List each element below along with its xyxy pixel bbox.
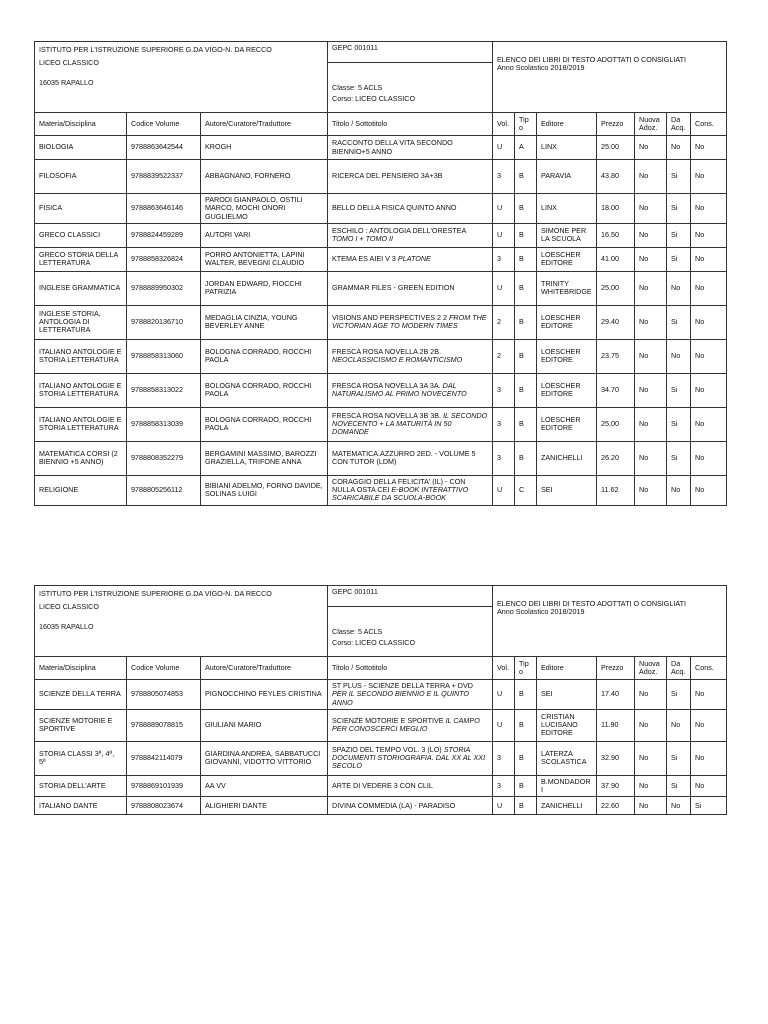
column-header: Codice Volume [127, 113, 201, 136]
title-text: ESCHILO : ANTOLOGIA DELL'ORESTEA [332, 226, 466, 236]
class-label: Classe: 5 ACLS [332, 83, 383, 92]
volume-cell: U [493, 271, 515, 305]
subtitle-text: FROM THE VICTORIAN AGE TO MODERN TIMES [332, 313, 487, 331]
table-row [35, 407, 727, 441]
publisher-cell: LOESCHER EDITORE [537, 339, 597, 373]
header-section [35, 42, 727, 113]
author-cell: PORRO ANTONIETTA, LAPINI WALTER, BEVEGNI CLAUDIO [201, 247, 328, 271]
to-buy-cell: Si [667, 247, 691, 271]
type-cell: B [515, 441, 537, 475]
price-cell: 29.40 [597, 305, 635, 339]
code-cell: 9788805256112 [127, 475, 201, 505]
title-cell [328, 194, 493, 224]
author-cell: PARODI GIANPAOLO, OSTILI MARCO, MOCHI ONORI GUGLIELMO [201, 194, 328, 224]
column-header: Nuova Adoz. [635, 113, 667, 136]
table-row [35, 709, 727, 741]
new-adoption-cell: No [635, 407, 667, 441]
publisher-cell: PARAVIA [537, 160, 597, 194]
publisher-cell: LOESCHER EDITORE [537, 305, 597, 339]
price-cell: 34.70 [597, 373, 635, 407]
type-cell: B [515, 709, 537, 741]
school-code: GEPC 001011 [328, 586, 493, 607]
recommended-cell: No [691, 475, 727, 505]
new-adoption-cell: No [635, 136, 667, 160]
title-text: ST PLUS - SCIENZE DELLA TERRA + DVD [332, 681, 473, 690]
title-text: FRESCA ROSA NOVELLA 3A 3A. [332, 381, 441, 391]
publisher-cell: CRISTIAN LUCISANO EDITORE [537, 709, 597, 741]
title-text: ARTE DI VEDERE 3 CON CLIL [332, 780, 433, 790]
school-city: 16035 RAPALLO [39, 622, 94, 632]
column-header: Autore/Curatore/Traduttore [201, 657, 328, 680]
column-header: Titolo / Sottotitolo [328, 657, 493, 680]
title-cell [328, 160, 493, 194]
column-header: Codice Volume [127, 657, 201, 680]
price-cell: 25.00 [597, 407, 635, 441]
school-year: Anno Scolastico 2018/2019 [497, 63, 585, 73]
publisher-cell: LINX [537, 194, 597, 224]
table-row [35, 775, 727, 797]
title-cell [328, 797, 493, 815]
code-cell: 9788808023674 [127, 797, 201, 815]
type-cell: B [515, 160, 537, 194]
subject-cell: STORIA CLASSI 3ª, 4ª, 5ª [35, 741, 127, 775]
volume-cell: 3 [493, 247, 515, 271]
table-row [35, 797, 727, 815]
subject-cell: INGLESE GRAMMATICA [35, 271, 127, 305]
table-row [35, 339, 727, 373]
title-text: MATEMATICA.AZZURRO 2ED. - VOLUME 5 CON TUTOR (LDM) [332, 449, 476, 467]
column-header: Materia/Disciplina [35, 657, 127, 680]
table-row [35, 373, 727, 407]
subject-cell: MATEMATICA CORSI (2 BIENNIO +5 ANNO) [35, 441, 127, 475]
recommended-cell: No [691, 136, 727, 160]
recommended-cell: No [691, 271, 727, 305]
column-header: Prezzo [597, 657, 635, 680]
table-row [35, 136, 727, 160]
table-row [35, 475, 727, 505]
course-label: Corso: LICEO CLASSICO [332, 93, 416, 103]
to-buy-cell: Si [667, 441, 691, 475]
subtitle-text: STORIA DOCUMENTI STORIOGRAFIA. DAL XX AL XXI SECOLO [332, 744, 486, 771]
author-cell: JORDAN EDWARD, FIOCCHI PATRIZIA [201, 271, 328, 305]
publisher-cell: LOESCHER EDITORE [537, 247, 597, 271]
price-cell: 43.80 [597, 160, 635, 194]
code-cell: 9788839522337 [127, 160, 201, 194]
code-cell: 9788858313060 [127, 339, 201, 373]
title-text: FRESCA ROSA NOVELLA 3B 3B. [332, 410, 442, 420]
column-header: Editore [537, 657, 597, 680]
title-cell [328, 223, 493, 247]
column-header: Autore/Curatore/Traduttore [201, 113, 328, 136]
school-city: 16035 RAPALLO [39, 78, 94, 88]
new-adoption-cell: No [635, 741, 667, 775]
table-row [35, 223, 727, 247]
new-adoption-cell: No [635, 194, 667, 224]
new-adoption-cell: No [635, 797, 667, 815]
publisher-cell: SEI [537, 475, 597, 505]
author-cell: BERGAMINI MASSIMO, BAROZZI GRAZIELLA, TRIFONE ANNA [201, 441, 328, 475]
volume-cell: 3 [493, 775, 515, 797]
code-cell: 9788863646146 [127, 194, 201, 224]
booklist-table-1 [34, 41, 727, 506]
title-text: SCIENZE MOTORIE E SPORTIVE [332, 716, 444, 726]
title-cell [328, 271, 493, 305]
list-info [493, 586, 727, 657]
recommended-cell: No [691, 305, 727, 339]
publisher-cell: SEI [537, 680, 597, 710]
column-header: Tipo [515, 113, 537, 136]
code-cell: 9788889950302 [127, 271, 201, 305]
to-buy-cell: Si [667, 775, 691, 797]
recommended-cell: No [691, 775, 727, 797]
code-cell: 9788863642544 [127, 136, 201, 160]
list-info [493, 42, 727, 113]
code-cell: 9788858313039 [127, 407, 201, 441]
to-buy-cell: Si [667, 223, 691, 247]
title-cell [328, 373, 493, 407]
type-cell: A [515, 136, 537, 160]
school-info [35, 586, 328, 657]
subtitle-text: PLATONE [397, 254, 431, 264]
column-header: Da Acq. [667, 657, 691, 680]
booklist-table-2 [34, 585, 727, 815]
type-cell: B [515, 680, 537, 710]
type-cell: B [515, 223, 537, 247]
price-cell: 25.00 [597, 136, 635, 160]
author-cell: BIBIANI ADELMO, FORNO DAVIDE, SOLINAS LUIGI [201, 475, 328, 505]
volume-cell: U [493, 223, 515, 247]
type-cell: B [515, 775, 537, 797]
subtitle-text: TOMO I + TOMO II [332, 234, 394, 244]
title-cell [328, 775, 493, 797]
title-text: GRAMMAR FILES - GREEN EDITION [332, 283, 455, 293]
recommended-cell: No [691, 373, 727, 407]
publisher-cell: SIMONE PER LA SCUOLA [537, 223, 597, 247]
subject-cell: ITALIANO ANTOLOGIE E STORIA LETTERATURA [35, 407, 127, 441]
new-adoption-cell: No [635, 709, 667, 741]
type-cell: B [515, 339, 537, 373]
price-cell: 18.00 [597, 194, 635, 224]
book-rows [35, 657, 727, 815]
to-buy-cell: Si [667, 305, 691, 339]
new-adoption-cell: No [635, 271, 667, 305]
list-title: ELENCO DEI LIBRI DI TESTO ADOTTATI O CONSIGLIATI [497, 599, 687, 608]
table-row [35, 680, 727, 710]
column-header: Prezzo [597, 113, 635, 136]
new-adoption-cell: No [635, 680, 667, 710]
title-text: KTEMA ES AIEI V 3 [332, 254, 396, 264]
title-cell [328, 441, 493, 475]
recommended-cell: No [691, 441, 727, 475]
school-program: LICEO CLASSICO [39, 601, 99, 611]
table-row [35, 194, 727, 224]
title-cell [328, 339, 493, 373]
publisher-cell: ZANICHELLI [537, 797, 597, 815]
column-header: Editore [537, 113, 597, 136]
code-cell: 9788858313022 [127, 373, 201, 407]
subject-cell: FILOSOFIA [35, 160, 127, 194]
recommended-cell: No [691, 741, 727, 775]
to-buy-cell: No [667, 475, 691, 505]
price-cell: 17.40 [597, 680, 635, 710]
type-cell: B [515, 271, 537, 305]
subtitle-text: E-BOOK INTERATTIVO SCARICABILE DA SCUOLA-BOOK [332, 485, 469, 503]
school-code: GEPC 001011 [328, 42, 493, 63]
author-cell: PIGNOCCHINO FEYLES CRISTINA [201, 680, 328, 710]
new-adoption-cell: No [635, 160, 667, 194]
subject-cell: RELIGIONE [35, 475, 127, 505]
title-text: SPAZIO DEL TEMPO VOL. 3 (LO) [332, 744, 442, 754]
to-buy-cell: Si [667, 373, 691, 407]
recommended-cell: No [691, 247, 727, 271]
to-buy-cell: No [667, 797, 691, 815]
author-cell: ALIGHIERI DANTE [201, 797, 328, 815]
column-header-row [35, 113, 727, 136]
price-cell: 22.60 [597, 797, 635, 815]
recommended-cell: No [691, 680, 727, 710]
title-cell [328, 709, 493, 741]
volume-cell: U [493, 475, 515, 505]
publisher-cell: LOESCHER EDITORE [537, 407, 597, 441]
recommended-cell: No [691, 194, 727, 224]
subject-cell: SCIENZE MOTORIE E SPORTIVE [35, 709, 127, 741]
column-header: Vol. [493, 113, 515, 136]
school-name: ISTITUTO PER L'ISTRUZIONE SUPERIORE G.DA VIGO-N. DA RECCO [39, 589, 272, 598]
volume-cell: U [493, 194, 515, 224]
volume-cell: 3 [493, 441, 515, 475]
column-header: Materia/Disciplina [35, 113, 127, 136]
author-cell: KROGH [201, 136, 328, 160]
subject-cell: ITALIANO ANTOLOGIE E STORIA LETTERATURA [35, 339, 127, 373]
type-cell: B [515, 305, 537, 339]
title-text: DIVINA COMMEDIA (LA) - PARADISO [332, 800, 456, 810]
new-adoption-cell: No [635, 373, 667, 407]
volume-cell: U [493, 680, 515, 710]
volume-cell: 3 [493, 407, 515, 441]
recommended-cell: No [691, 223, 727, 247]
column-header: Titolo / Sottotitolo [328, 113, 493, 136]
table-row [35, 441, 727, 475]
subtitle-text: IL SECONDO NOVECENTO + LA MATURITÀ IN 50 DOMANDE [332, 410, 488, 437]
subject-cell: SCIENZE DELLA TERRA [35, 680, 127, 710]
title-cell [328, 680, 493, 710]
list-title: ELENCO DEI LIBRI DI TESTO ADOTTATI O CONSIGLIATI [497, 55, 687, 64]
type-cell: B [515, 797, 537, 815]
to-buy-cell: No [667, 709, 691, 741]
subject-cell: GRECO STORIA DELLA LETTERATURA [35, 247, 127, 271]
volume-cell: 3 [493, 741, 515, 775]
subject-cell: INGLESE STORIA, ANTOLOGIA DI LETTERATURA [35, 305, 127, 339]
publisher-cell: ZANICHELLI [537, 441, 597, 475]
volume-cell: U [493, 709, 515, 741]
school-program: LICEO CLASSICO [39, 57, 99, 67]
author-cell: BOLOGNA CORRADO, ROCCHI PAOLA [201, 373, 328, 407]
column-header: Tipo [515, 657, 537, 680]
to-buy-cell: Si [667, 407, 691, 441]
volume-cell: U [493, 797, 515, 815]
subtitle-text: PER IL SECONDO BIENNIO E IL QUINTO ANNO [332, 689, 469, 707]
title-cell [328, 136, 493, 160]
course-label: Corso: LICEO CLASSICO [332, 637, 416, 647]
volume-cell: 2 [493, 305, 515, 339]
subject-cell: GRECO CLASSICI [35, 223, 127, 247]
table-row [35, 271, 727, 305]
new-adoption-cell: No [635, 305, 667, 339]
author-cell: GIULIANI MARIO [201, 709, 328, 741]
to-buy-cell: Si [667, 680, 691, 710]
title-cell [328, 741, 493, 775]
title-cell [328, 475, 493, 505]
code-cell: 9788858326824 [127, 247, 201, 271]
school-name: ISTITUTO PER L'ISTRUZIONE SUPERIORE G.DA VIGO-N. DA RECCO [39, 45, 272, 54]
column-header: Vol. [493, 657, 515, 680]
type-cell: B [515, 373, 537, 407]
author-cell: GIARDINA ANDREA, SABBATUCCI GIOVANNI, VIDOTTO VITTORIO [201, 741, 328, 775]
code-cell: 9788805074853 [127, 680, 201, 710]
subtitle-text: DAL NATURALISMO AL PRIMO NOVECENTO [332, 381, 467, 399]
title-cell [328, 247, 493, 271]
subject-cell: ITALIANO DANTE [35, 797, 127, 815]
type-cell: B [515, 407, 537, 441]
code-cell: 9788808352279 [127, 441, 201, 475]
class-info [328, 607, 493, 657]
volume-cell: 3 [493, 373, 515, 407]
new-adoption-cell: No [635, 441, 667, 475]
publisher-cell: LINX [537, 136, 597, 160]
code-cell: 9788842114079 [127, 741, 201, 775]
school-info [35, 42, 328, 113]
code-cell: 9788820136710 [127, 305, 201, 339]
price-cell: 26.20 [597, 441, 635, 475]
price-cell: 37.90 [597, 775, 635, 797]
column-header: Cons. [691, 113, 727, 136]
new-adoption-cell: No [635, 247, 667, 271]
price-cell: 23.75 [597, 339, 635, 373]
title-text: CORAGGIO DELLA FELICITA' (IL) - CON NULLA OSTA CEI [332, 476, 466, 495]
publisher-cell: LOESCHER EDITORE [537, 373, 597, 407]
subject-cell: ITALIANO ANTOLOGIE E STORIA LETTERATURA [35, 373, 127, 407]
subject-cell: BIOLOGIA [35, 136, 127, 160]
to-buy-cell: No [667, 136, 691, 160]
column-header: Cons. [691, 657, 727, 680]
table-row [35, 160, 727, 194]
class-info [328, 63, 493, 113]
title-text: BELLO DELLA FISICA QUINTO ANNO [332, 203, 457, 213]
volume-cell: U [493, 136, 515, 160]
to-buy-cell: Si [667, 194, 691, 224]
table-row [35, 741, 727, 775]
price-cell: 41.00 [597, 247, 635, 271]
new-adoption-cell: No [635, 475, 667, 505]
to-buy-cell: No [667, 339, 691, 373]
publisher-cell: TRINITY WHITEBRIDGE [537, 271, 597, 305]
column-header: Nuova Adoz. [635, 657, 667, 680]
new-adoption-cell: No [635, 339, 667, 373]
author-cell: BOLOGNA CORRADO, ROCCHI PAOLA [201, 339, 328, 373]
title-cell [328, 407, 493, 441]
author-cell: AUTORI VARI [201, 223, 328, 247]
volume-cell: 2 [493, 339, 515, 373]
recommended-cell: No [691, 709, 727, 741]
title-text: RACCONTO DELLA VITA SECONDO BIENNIO+5 ANNO [332, 138, 453, 156]
subtitle-text: NEOCLASSICISMO E ROMANTICISMO [332, 355, 463, 365]
price-cell: 25.00 [597, 271, 635, 305]
recommended-cell: Si [691, 797, 727, 815]
column-header: Da Acq. [667, 113, 691, 136]
subject-cell: FISICA [35, 194, 127, 224]
table-row [35, 247, 727, 271]
to-buy-cell: No [667, 271, 691, 305]
type-cell: B [515, 741, 537, 775]
recommended-cell: No [691, 407, 727, 441]
title-cell [328, 305, 493, 339]
publisher-cell: B.MONDADORI [537, 775, 597, 797]
new-adoption-cell: No [635, 223, 667, 247]
subtitle-text: IL CAMPO PER CONOSCERCI MEGLIO [332, 716, 480, 734]
type-cell: C [515, 475, 537, 505]
table-row [35, 305, 727, 339]
volume-cell: 3 [493, 160, 515, 194]
author-cell: AA VV [201, 775, 328, 797]
price-cell: 11.62 [597, 475, 635, 505]
recommended-cell: No [691, 339, 727, 373]
price-cell: 11.90 [597, 709, 635, 741]
class-label: Classe: 5 ACLS [332, 627, 383, 636]
publisher-cell: LATERZA SCOLASTICA [537, 741, 597, 775]
subject-cell: STORIA DELL'ARTE [35, 775, 127, 797]
book-rows [35, 113, 727, 506]
author-cell: ABBAGNANO, FORNERO [201, 160, 328, 194]
type-cell: B [515, 194, 537, 224]
title-text: FRESCA ROSA NOVELLA 2B 2B. [332, 347, 442, 357]
recommended-cell: No [691, 160, 727, 194]
code-cell: 9788889078815 [127, 709, 201, 741]
price-cell: 16.50 [597, 223, 635, 247]
price-cell: 32.90 [597, 741, 635, 775]
new-adoption-cell: No [635, 775, 667, 797]
header-section [35, 586, 727, 657]
column-header-row [35, 657, 727, 680]
author-cell: MEDAGLIA CINZIA, YOUNG BEVERLEY ANNE [201, 305, 328, 339]
code-cell: 9788824459289 [127, 223, 201, 247]
code-cell: 9788869101939 [127, 775, 201, 797]
title-text: VISIONS AND PERSPECTIVES 2 2 [332, 313, 448, 323]
to-buy-cell: Si [667, 741, 691, 775]
school-year: Anno Scolastico 2018/2019 [497, 607, 585, 617]
author-cell: BOLOGNA CORRADO, ROCCHI PAOLA [201, 407, 328, 441]
to-buy-cell: Si [667, 160, 691, 194]
type-cell: B [515, 247, 537, 271]
title-text: RICERCA DEL PENSIERO 3A+3B [332, 171, 443, 181]
